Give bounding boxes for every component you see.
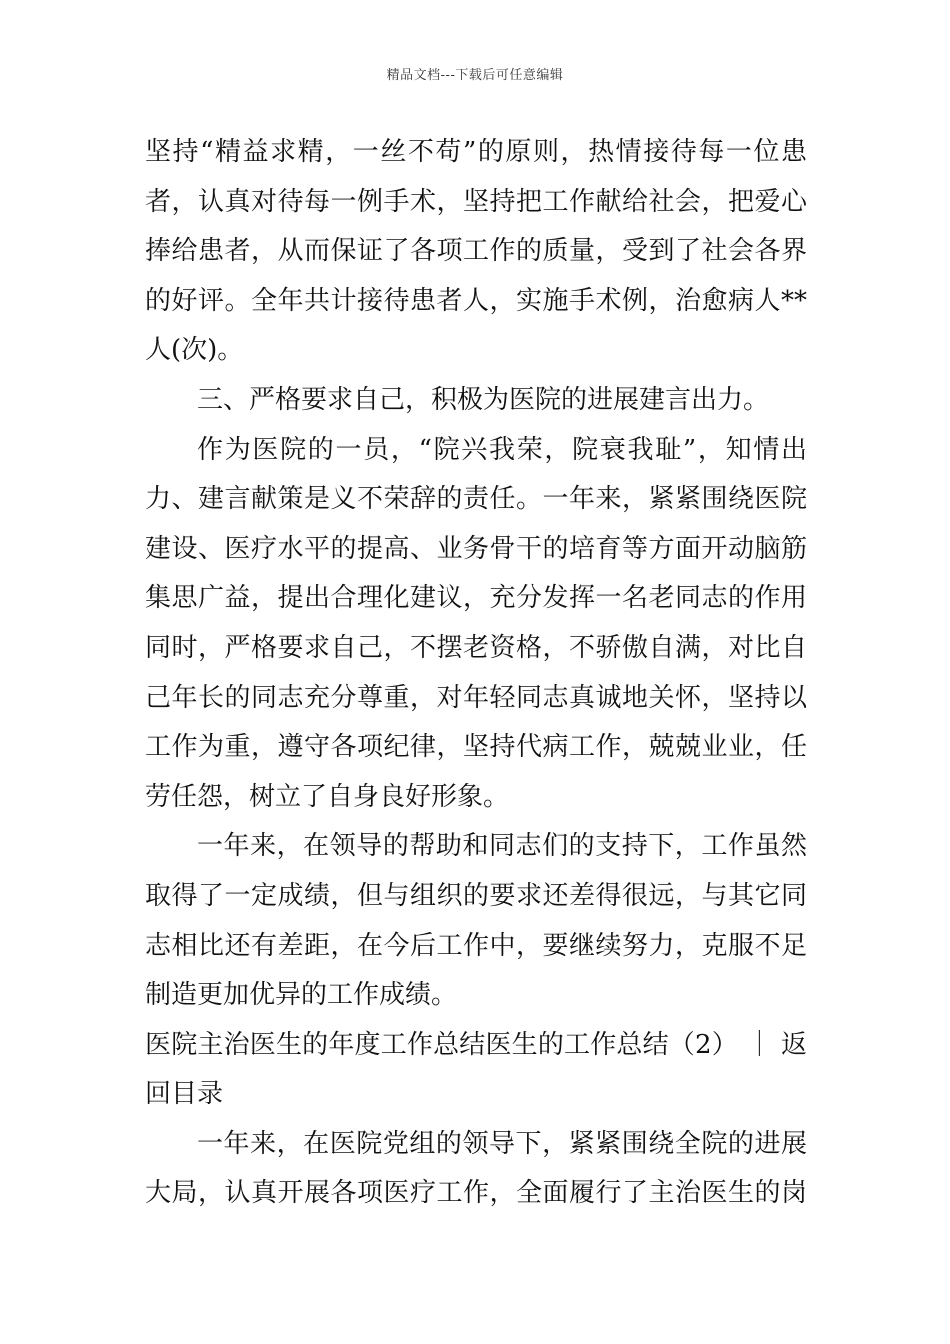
text-line: 取得了一定成绩，但与组织的要求还差得很远，与其它同 [145, 880, 807, 911]
text-line: 的好评。全年共计接待患者人，实施手术例，治愈病人** [145, 285, 807, 316]
text-line: 同时，严格要求自己，不摆老资格，不骄傲自满，对比自 [145, 632, 807, 663]
page-header: 精品文档---下载后可任意编辑 [386, 68, 564, 83]
text-line: 己年长的同志充分尊重，对年轻同志真诚地关怀，坚持以 [145, 682, 807, 713]
text-line: 人(次)。 [145, 335, 244, 366]
document-body [145, 128, 807, 1219]
text-line: 建设、医疗水平的提高、业务骨干的培育等方面开动脑筋 [145, 533, 807, 564]
return-to-toc-link[interactable]: 医院主治医生的年度工作总结医生的工作总结（2） ｜ 返 [145, 1029, 807, 1060]
text-line: 集思广益，提出合理化建议，充分发挥一名老同志的作用 [145, 583, 807, 614]
text-line: 作为医院的一员，“院兴我荣，院衰我耻”，知情出 [197, 434, 807, 465]
text-line: 者，认真对待每一例手术，坚持把工作献给社会，把爱心 [145, 186, 807, 217]
text-line: 一年来，在医院党组的领导下，紧紧围绕全院的进展 [197, 1128, 807, 1159]
text-line: 劳任怨，树立了自身良好形象。 [145, 781, 510, 812]
return-to-toc-link-continued[interactable]: 回目录 [145, 1079, 224, 1110]
text-line: 志相比还有差距，在今后工作中，要继续努力，克服不足 [145, 930, 807, 961]
text-line: 力、建言献策是义不荣辞的责任。一年来，紧紧围绕医院 [145, 484, 807, 515]
text-line: 捧给患者，从而保证了各项工作的质量，受到了社会各界 [145, 236, 807, 267]
text-line: 大局，认真开展各项医疗工作，全面履行了主治医生的岗 [145, 1178, 807, 1209]
text-line: 坚持“精益求精，一丝不苟”的原则，热情接待每一位患 [145, 137, 807, 167]
text-line: 工作为重，遵守各项纪律，坚持代病工作，兢兢业业，任 [145, 732, 807, 763]
section-heading: 三、严格要求自己，积极为医院的进展建言出力。 [197, 384, 770, 415]
text-line: 一年来，在领导的帮助和同志们的支持下，工作虽然 [197, 831, 807, 862]
text-line: 制造更加优异的工作成绩。 [145, 980, 458, 1011]
